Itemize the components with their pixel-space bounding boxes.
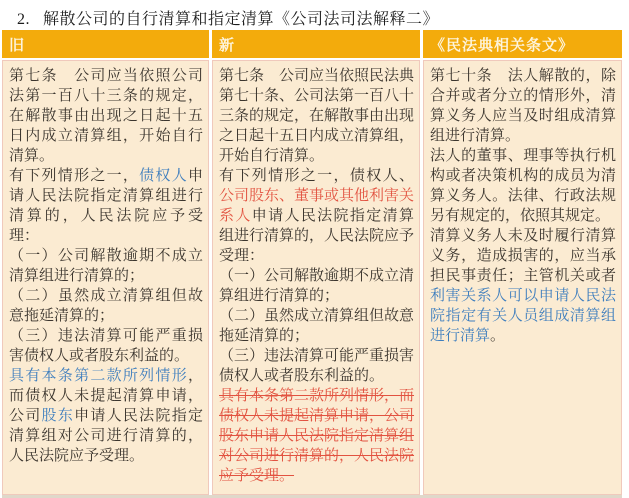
text-segment-normal: 第七十条 法人解散的，除合并或者分立的情形外，清算义务人应当及时组成清算组进行清算。 [430, 68, 616, 144]
text-segment-normal: （二）虽然成立清算组但故意拖延清算的； [9, 288, 203, 324]
text-segment-normal: （一）公司解散逾期不成立清算组进行清算的； [9, 248, 203, 284]
paragraph [219, 266, 414, 306]
text-segment-normal: （三）违法清算可能严重损害债权人或者股东利益的。 [219, 348, 415, 384]
paragraph [430, 146, 616, 226]
text-segment-red-strike: 具有本条第二款所列情形，而债权人未提起清算申请，公司股东申请人民法院指定清算组对公司进行清算的，人民法院应予受理。 [219, 388, 415, 484]
paragraph [430, 66, 616, 146]
paragraph [219, 66, 414, 166]
text-segment-normal: 第七条 公司应当依照民法典第七十条、公司法第一百八十三条的规定，在解散事由出现之日起十五日内成立清算组，开始自行清算。 [219, 68, 415, 164]
text-segment-normal: （三）违法清算可能严重损害债权人或者股东利益的。 [9, 328, 203, 364]
text-segment-normal: ，而债权人未提起清算申请，公司 [9, 368, 203, 424]
text-segment-red: 公司股东、董事或其他利害关系人 [219, 188, 415, 224]
text-segment-normal: 有下列情形之一， [9, 168, 140, 184]
text-segment-blue: 具有本条第二款所列情形 [9, 368, 188, 384]
column-header-new: 新 [212, 30, 420, 58]
title-text: 解散公司的自行清算和指定清算《公司法司法解释二》 [43, 11, 440, 28]
text-segment-blue: 债权人 [139, 168, 188, 184]
paragraph [9, 66, 203, 166]
paragraph [219, 166, 414, 266]
text-segment-blue: 股东 [41, 408, 75, 424]
text-segment-normal: （二）虽然成立清算组但故意拖延清算的； [219, 308, 415, 344]
text-segment-normal: 申请人民法院指定清算组进行清算的，人民法院应予受理： [219, 208, 415, 264]
text-segment-normal: 申请人民法院指定清算组对公司进行清算的，人民法院应予受理。 [9, 408, 203, 464]
paragraph [219, 306, 414, 346]
paragraph [9, 326, 203, 366]
text-segment-normal: 清算义务人未及时履行清算义务，造成损害的，应当承担民事责任；主管机关或者 [430, 228, 616, 284]
paragraph [219, 346, 414, 386]
paragraph [9, 246, 203, 286]
paragraph [219, 386, 414, 486]
text-segment-normal: 。 [490, 328, 506, 344]
paragraph [9, 166, 203, 246]
text-segment-normal: （一）公司解散逾期不成立清算组进行清算的； [219, 268, 415, 304]
column-header-old: 旧 [2, 30, 209, 58]
paragraph [9, 366, 203, 466]
text-segment-blue: 利害关系人可以申请人民法院指定有关人员组成清算组进行清算 [430, 288, 616, 344]
comparison-table [2, 30, 622, 498]
table-header-row [2, 30, 622, 58]
title-number: 2. [17, 11, 30, 28]
column-header-civil-code: 《民法典相关条文》 [423, 30, 622, 58]
paragraph [9, 286, 203, 326]
text-segment-normal: 第七条 公司应当依照公司法第一百八十三条的规定，在解散事由出现之日起十五日内成立清算组，开始自行清算。 [9, 68, 203, 164]
page-title [17, 6, 617, 29]
text-segment-normal: 有下列情形之一，债权人、 [219, 168, 414, 184]
text-segment-normal: 申请人民法院指定清算组进行清算的，人民法院应予受理： [9, 168, 203, 244]
paragraph [430, 226, 616, 346]
text-segment-normal: 法人的董事、理事等执行机构或者决策机构的成员为清算义务人。法律、行政法规另有规定的，依照其规定。 [430, 148, 616, 224]
